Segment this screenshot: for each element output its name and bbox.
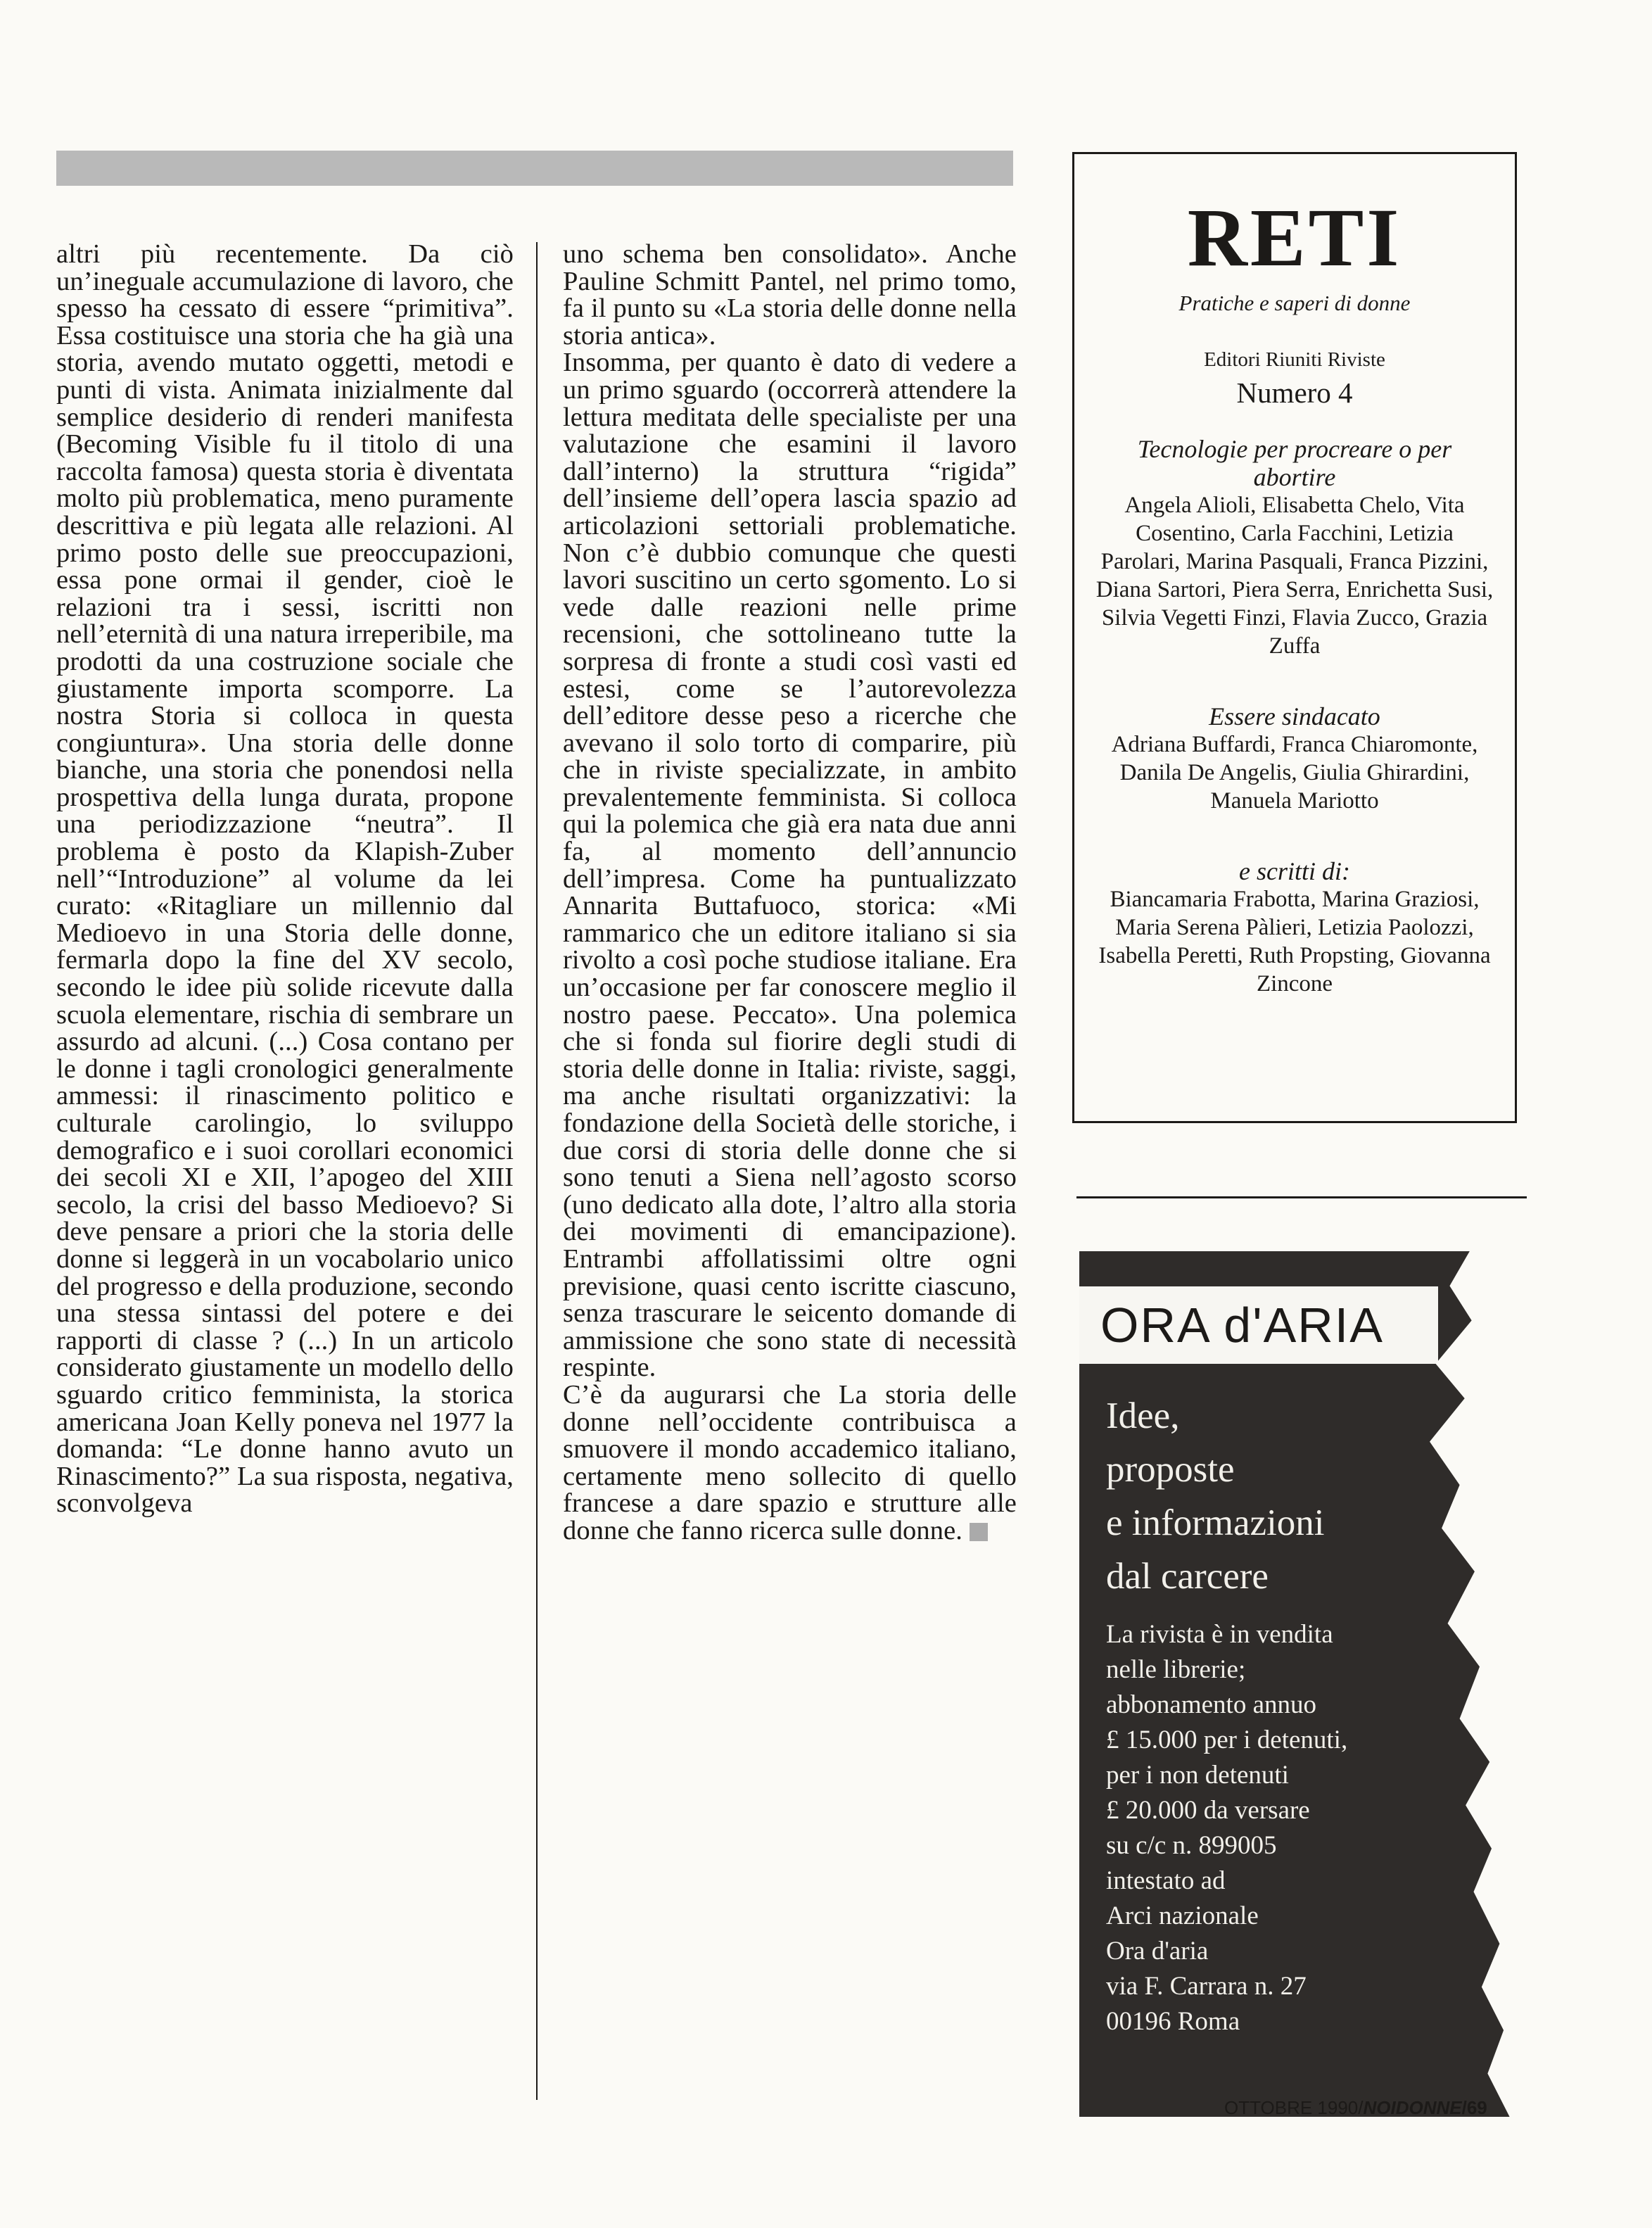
reti-advert bbox=[1072, 152, 1517, 1123]
footer-page-number: /69 bbox=[1461, 2097, 1487, 2118]
ora-tagline-line: Idee, bbox=[1106, 1395, 1180, 1436]
reti-section-1-names: Angela Alioli, Elisabetta Chelo, Vita Cosentino, Carla Facchini, Letizia Parolari, Marina Pasquali, Franca Pizzini, Diana Sartori, Piera Serra, Enrichetta Susi, Silvia Vegetti Finzi, Flavia Zucco, Grazia Zuffa bbox=[1095, 493, 1494, 659]
reti-section-2-names: Adriana Buffardi, Franca Chiaromonte, Danila De Angelis, Giulia Ghirardini, Manuela Mariotto bbox=[1111, 732, 1478, 814]
advert-divider bbox=[1076, 1196, 1527, 1198]
ora-tagline-line: dal carcere bbox=[1106, 1556, 1269, 1597]
ora-info-line: £ 15.000 per i detenuti, bbox=[1106, 1726, 1348, 1754]
torn-paper-edge bbox=[1430, 1251, 1530, 2117]
ora-info-line: £ 20.000 da versare bbox=[1106, 1796, 1310, 1825]
ora-info-line: via F. Carrara n. 27 bbox=[1106, 1972, 1307, 2001]
reti-section-1 bbox=[1074, 435, 1515, 660]
col2-paragraph-1: uno schema ben consolidato». Anche Pauline Schmitt Pantel, nel primo tomo, fa il punto su «La storia delle donne nella storia antica». bbox=[563, 239, 1017, 350]
ora-info-line: 00196 Roma bbox=[1106, 2007, 1240, 2036]
ora-info-line: nelle librerie; bbox=[1106, 1655, 1246, 1684]
ora-info-line: su c/c n. 899005 bbox=[1106, 1831, 1277, 1860]
ora-info-line: Ora d'aria bbox=[1106, 1937, 1209, 1966]
article-column-1 bbox=[56, 241, 514, 1517]
ora-info-line: Arci nazionale bbox=[1106, 1901, 1259, 1930]
reti-section-3-names: Biancamaria Frabotta, Marina Graziosi, Maria Serena Pàlieri, Letizia Paolozzi, Isabella Peretti, Ruth Propsting, Giovanna Zincone bbox=[1098, 887, 1491, 996]
reti-issue: Numero 4 bbox=[1236, 376, 1353, 409]
ora-info bbox=[1106, 1617, 1347, 2039]
end-mark-icon bbox=[970, 1523, 988, 1541]
header-grey-bar bbox=[56, 151, 1013, 186]
article-column-2 bbox=[563, 241, 1017, 1545]
page-footer bbox=[1224, 2097, 1487, 2119]
reti-publisher: Editori Riuniti Riviste bbox=[1204, 348, 1385, 371]
col1-paragraph: altri più recentemente. Da ciò un’ineguale accumulazione di lavoro, che spesso ha cessato di essere “primitiva”. Essa costituisce una storia che ha già una storia, avendo mutato oggetti, metodi e punti di vista. Animata inizialmente dal semplice desiderio di renderi manifesta (Becoming Visible fu il titolo di una raccolta famosa) questa storia è diventata molto più problematica, meno puramente descrittiva e più legata alle relazioni. Al primo posto delle sue preoccupazioni, essa pone ormai il gender, cioè le relazioni tra i sessi, iscritti non nell’eternità di una natura irreperibile, ma prodotti da una costruzione sociale che giustamente importa scomporre. La nostra Storia si colloca in questa congiuntura». Una storia delle donne bianche, una storia che ponendosi nella prospettiva della lunga durata, propone una periodizzazione “neutra”. Il problema è posto da Klapish-Zuber nell’“Introduzione” al volume da lei curato: «Ritagliare un millennio dal Medioevo in una Storia delle donne, fermarla dopo la fine del XV secolo, secondo le idee più solide ricevute dalla scuola elementare, rischia di sembrare un assurdo ad alcuni. (...) Cosa contano per le donne i tagli cronologici generalmente ammessi: il rinascimento politico e culturale carolingio, lo sviluppo demografico e i suoi corollari economici dei secoli XI e XII, l’apogeo del XIII secolo, la crisi del basso Medioevo? Si deve pensare a priori che la storia delle donne si leggerà in un vocabolario unico del progresso e della produzione, secondo una stessa sintassi del potere e dei rapporti di classe ? (...) In un articolo considerato giustamente un modello dello sguardo critico femminista, la storica americana Joan Kelly poneva nel 1977 la domanda: “Le donne hanno avuto un Rinascimento?” La sua risposta, negativa, sconvolgeva bbox=[56, 239, 514, 1519]
reti-section-3-title: e scritti di: bbox=[1239, 857, 1350, 885]
reti-section-1-title: Tecnologie per procreare o per abortire bbox=[1137, 435, 1452, 491]
ora-tagline bbox=[1106, 1389, 1325, 1603]
reti-subtitle: Pratiche e saperi di donne bbox=[1178, 291, 1411, 315]
ora-daria-advert bbox=[1079, 1251, 1530, 2117]
ora-info-line: abbonamento annuo bbox=[1106, 1690, 1316, 1719]
ora-title: ORA d'ARIA bbox=[1079, 1286, 1438, 1364]
ora-info-line: intestato ad bbox=[1106, 1866, 1226, 1895]
reti-section-2-title: Essere sindacato bbox=[1209, 702, 1380, 730]
col2-paragraph-2: Insomma, per quanto è dato di vedere a un primo sguardo (occorrerà attendere la lettura meditata delle specialiste per una valutazione che esamini il lavoro dall’interno) la struttura “rigida” dell’insieme dell’opera lascia spazio ad articolazioni settoriali problematiche. Non c’è dubbio comunque che questi lavori suscitino un certo sgomento. Lo si vede dalle reazioni nelle prime recensioni, che sottolineano tutte la sorpresa di fronte a studi così vasti ed estesi, come se l’autorevolezza dell’editore desse peso a ricerche che avevano il solo torto di comparire, più che in riviste specializzate, in ambito prevalentemente femminista. Si colloca qui la polemica che già era nata due anni fa, al momento dell’annuncio dell’impresa. Come ha puntualizzato Annarita Buttafuoco, storica: «Mi rammarico che un editore italiano si sia rivolto a così poche studiose italiane. Era un’occasione per far conoscere meglio il nostro paese. Peccato». Una polemica che si fonda sul fiorire degli studi di storia delle donne in Italia: riviste, saggi, ma anche risultati organizzativi: la fondazione della Società delle storiche, i due corsi di storia delle donne che si sono tenuti a Siena nell’agosto scorso (uno dedicato alla dote, l’altro alla storia dei movimenti di emancipazione). Entrambi affollatissimi oltre ogni previsione, quasi cento iscritte ciascuno, senza trascurare le seicento domande di ammissione che sono state di necessità respinte. bbox=[563, 348, 1017, 1383]
column-divider bbox=[536, 242, 538, 2100]
ora-info-line: La rivista è in vendita bbox=[1106, 1620, 1333, 1649]
ora-info-line: per i non detenuti bbox=[1106, 1761, 1289, 1790]
ora-tagline-line: e informazioni bbox=[1106, 1502, 1325, 1543]
col2-paragraph-3: C’è da augurarsi che La storia delle donne nell’occidente contribuisca a smuovere il mondo accademico italiano, certamente meno sollecito di quello francese a dare spazio e strutture alle donne che fanno ricerca sulle donne. bbox=[563, 1379, 1017, 1545]
footer-magazine: NOIDONNE bbox=[1363, 2097, 1462, 2118]
footer-date: OTTOBRE 1990/ bbox=[1224, 2097, 1364, 2118]
reti-section-2 bbox=[1074, 702, 1515, 815]
reti-title: RETI bbox=[1187, 191, 1402, 284]
ora-tagline-line: proposte bbox=[1106, 1449, 1235, 1490]
reti-section-3 bbox=[1074, 857, 1515, 998]
